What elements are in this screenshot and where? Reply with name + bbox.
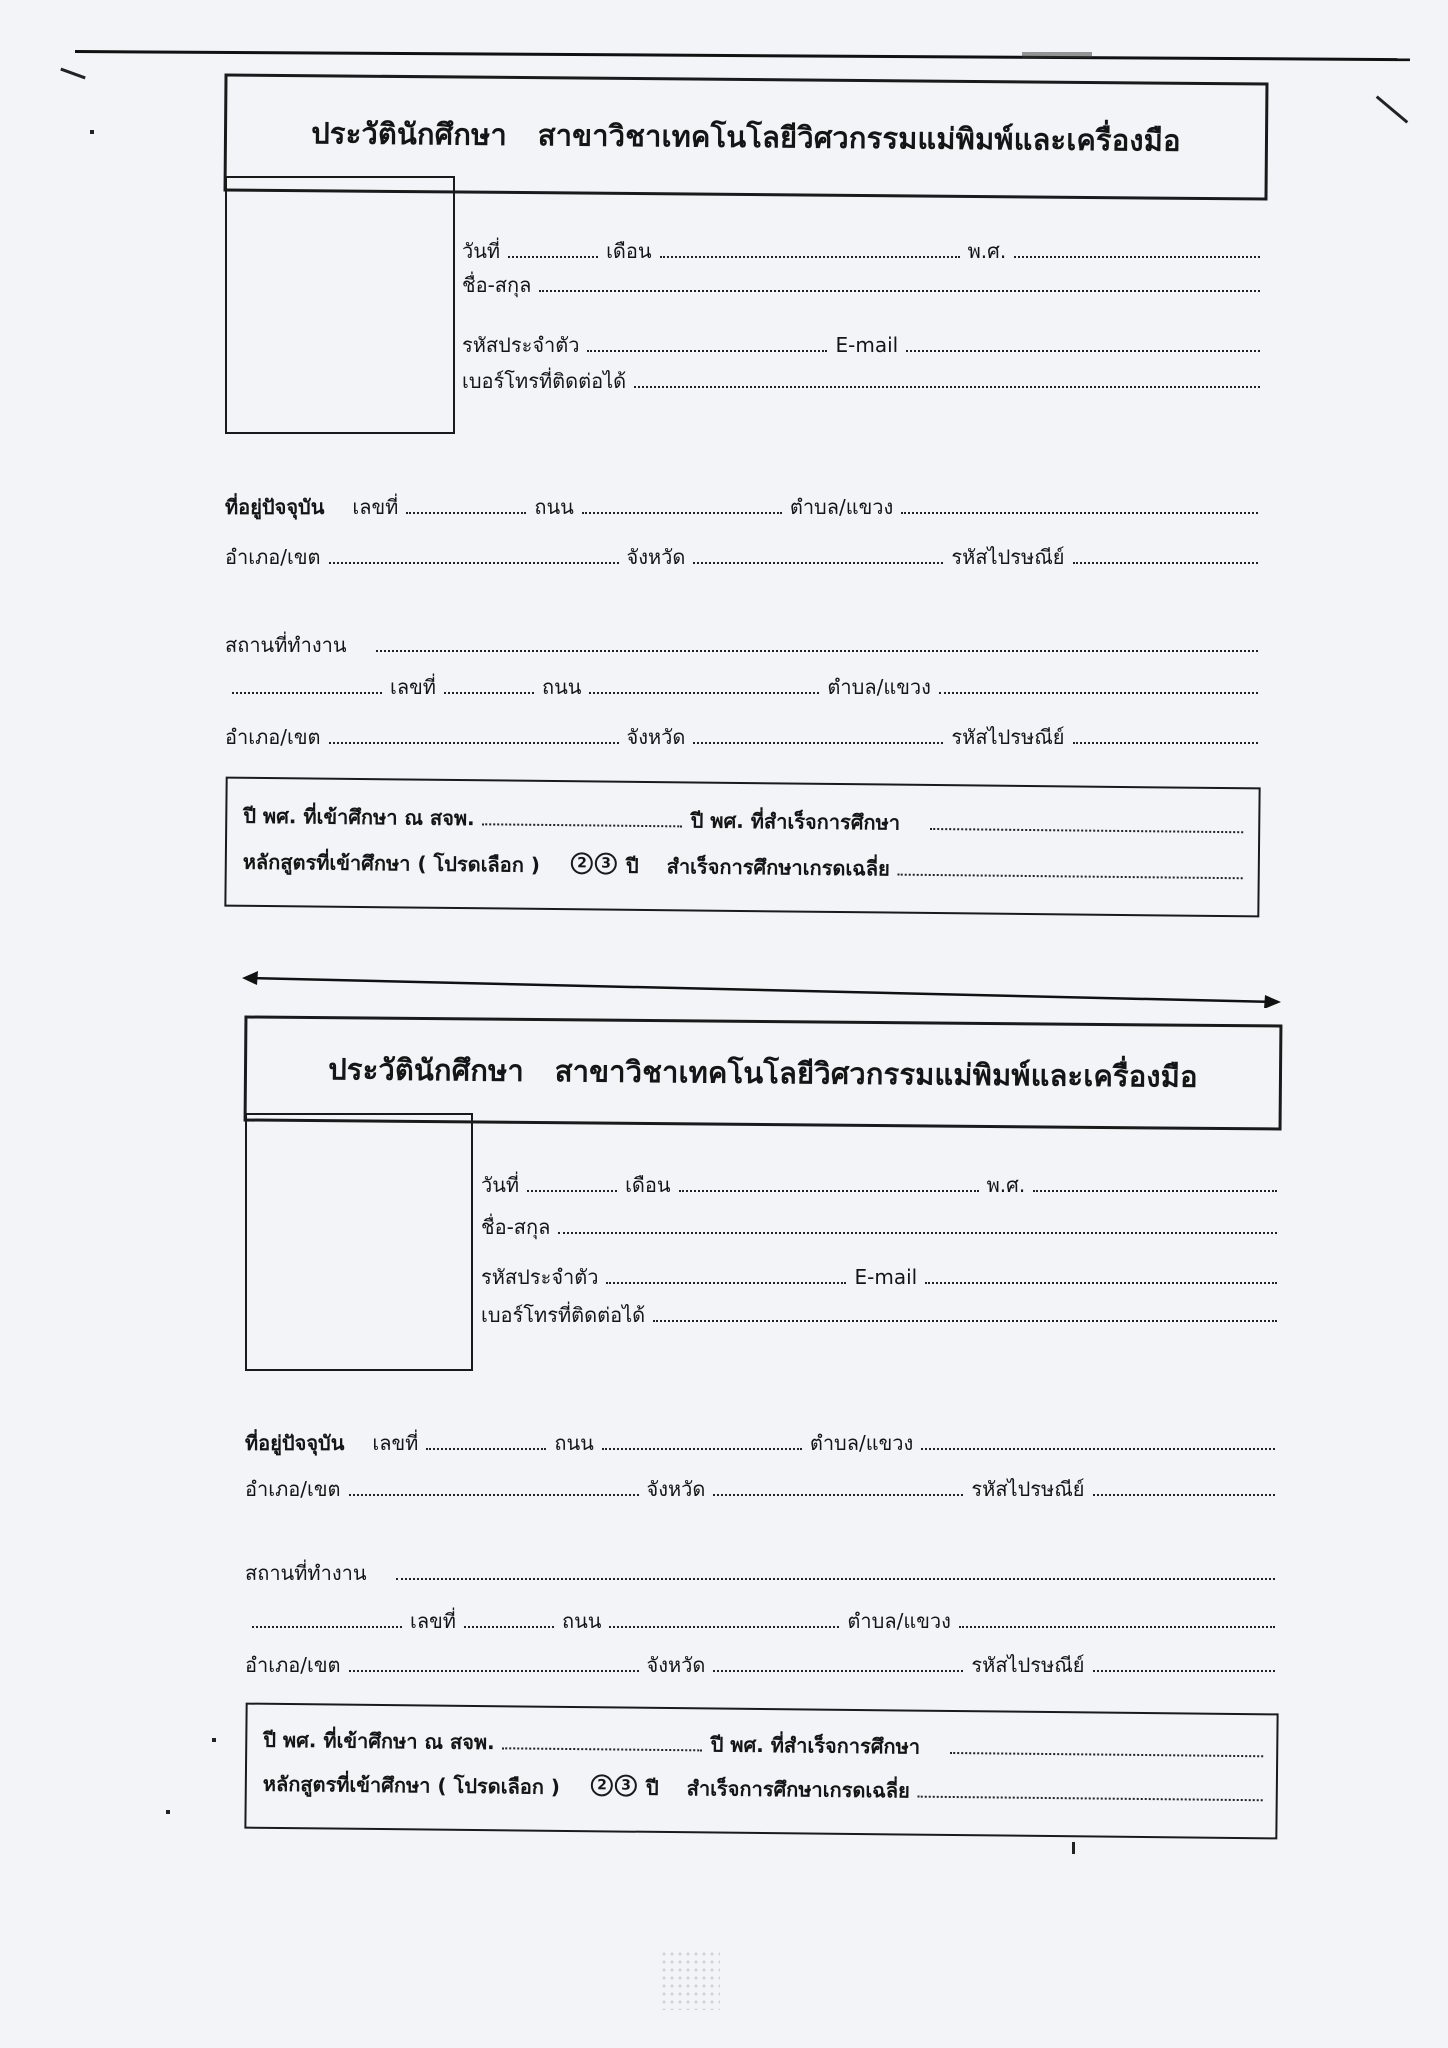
title-department: สาขาวิชาเทคโนโลยีวิศวกรรมแม่พิมพ์และเครื่องมือ (554, 1054, 1198, 1094)
subdistrict-label: ตำบล/แขวง (809, 1431, 914, 1455)
current-address-row (245, 1424, 1275, 1456)
date-field[interactable] (508, 256, 598, 258)
workplace-row (225, 626, 1258, 658)
workplace-district-row (225, 718, 1258, 750)
province-field[interactable] (693, 562, 943, 564)
postcode-label: รหัสไปรษณีย์ (951, 725, 1065, 749)
name-field[interactable] (558, 1232, 1277, 1234)
course-option-3-years[interactable]: 3 (615, 1774, 637, 1796)
province-label: จังหวัด (626, 725, 686, 749)
house-no-label: เลขที่ (410, 1609, 456, 1633)
title-department: สาขาวิชาเทคโนโลยีวิศวกรรมแม่พิมพ์และเครื่องมือ (537, 118, 1181, 158)
district-row (225, 538, 1258, 570)
scan-mark (660, 1950, 720, 2010)
year-field[interactable] (1014, 256, 1260, 258)
phone-row (462, 362, 1260, 394)
name-row (462, 266, 1260, 298)
course-row (263, 1765, 1263, 1807)
road-field[interactable] (602, 1448, 802, 1450)
date-row (481, 1166, 1277, 1198)
postcode-field[interactable] (1073, 562, 1259, 564)
entry-year-field[interactable] (503, 1747, 703, 1751)
name-field[interactable] (539, 290, 1260, 292)
email-label: E-mail (835, 333, 899, 357)
postcode-field[interactable] (1093, 1494, 1276, 1496)
scan-mark (166, 1810, 170, 1814)
entry-year-row (243, 797, 1243, 839)
top-rule (75, 50, 1410, 61)
phone-label: เบอร์โทรที่ติดต่อได้ (462, 369, 627, 393)
phone-row (481, 1296, 1277, 1328)
course-option-2-years[interactable]: 2 (571, 852, 593, 874)
province-label: จังหวัด (646, 1653, 706, 1677)
education-info-box (224, 777, 1260, 918)
id-label: รหัสประจำตัว (481, 1265, 599, 1289)
grad-year-field[interactable] (930, 828, 1243, 833)
workplace-row (245, 1554, 1275, 1586)
subdistrict-label: ตำบล/แขวง (847, 1609, 951, 1633)
postcode-field[interactable] (1093, 1670, 1276, 1672)
road-label: ถนน (561, 1609, 602, 1633)
date-row (462, 232, 1260, 264)
scan-mark (1376, 95, 1409, 123)
district-label: อำเภอ/เขต (245, 1477, 341, 1501)
current-address-label: ที่อยู่ปัจจุบัน (245, 1431, 345, 1455)
title-main: ประวัตินักศึกษา (328, 1052, 525, 1088)
gpa-label: สำเร็จการศึกษาเกรดเฉลี่ย (666, 854, 890, 881)
grad-year-field[interactable] (950, 1752, 1263, 1757)
month-field[interactable] (679, 1190, 979, 1192)
road-label: ถนน (541, 675, 582, 699)
course-unit-label: ปี (645, 1775, 659, 1800)
month-field[interactable] (660, 256, 960, 258)
road-field[interactable] (589, 692, 819, 694)
scan-mark (1022, 52, 1092, 58)
province-label: จังหวัด (626, 545, 686, 569)
course-option-3-years[interactable]: 3 (595, 852, 617, 874)
name-label: ชื่อ-สกุล (462, 273, 532, 297)
workplace-address-row (232, 668, 1258, 700)
postcode-field[interactable] (1073, 742, 1259, 744)
workplace-label: สถานที่ทำงาน (225, 633, 347, 657)
scan-mark (60, 68, 85, 80)
road-label: ถนน (554, 1431, 594, 1455)
house-no-field[interactable] (464, 1626, 554, 1628)
course-option-2-years[interactable]: 2 (591, 1774, 613, 1796)
district-field[interactable] (329, 562, 619, 564)
current-address-row (225, 488, 1258, 520)
house-no-label: เลขที่ (372, 1431, 419, 1455)
entry-year-field[interactable] (483, 823, 683, 827)
cut-line-arrow (240, 962, 1285, 1008)
course-row (243, 843, 1243, 885)
course-unit-label: ปี (625, 853, 639, 878)
district-field[interactable] (329, 742, 619, 744)
month-label: เดือน (625, 1173, 671, 1197)
district-label: อำเภอ/เขต (225, 725, 321, 749)
province-field[interactable] (713, 1670, 963, 1672)
province-field[interactable] (713, 1494, 963, 1496)
subdistrict-field[interactable] (939, 692, 1258, 694)
gpa-label: สำเร็จการศึกษาเกรดเฉลี่ย (686, 1776, 910, 1803)
house-no-field[interactable] (444, 692, 534, 694)
phone-label: เบอร์โทรที่ติดต่อได้ (481, 1303, 646, 1327)
subdistrict-field[interactable] (921, 1448, 1275, 1450)
date-label: วันที่ (481, 1173, 520, 1197)
entry-year-label: ปี พศ. ที่เข้าศึกษา ณ สจพ. (263, 1727, 495, 1755)
email-field[interactable] (906, 350, 1260, 352)
title-main: ประวัตินักศึกษา (311, 116, 508, 152)
name-row (481, 1208, 1277, 1240)
photo-box[interactable] (245, 1113, 473, 1371)
id-row (481, 1258, 1277, 1290)
subdistrict-field[interactable] (901, 512, 1258, 514)
workplace-address-row (252, 1602, 1275, 1634)
id-field[interactable] (606, 1282, 846, 1284)
date-label: วันที่ (462, 239, 501, 263)
id-field[interactable] (587, 350, 827, 352)
year-label: พ.ศ. (986, 1173, 1026, 1197)
entry-year-row (263, 1721, 1263, 1763)
course-label: หลักสูตรที่เข้าศึกษา ( โปรดเลือก ) (262, 1771, 561, 1799)
district-field[interactable] (349, 1670, 639, 1672)
workplace-district-row (245, 1646, 1275, 1678)
road-field[interactable] (582, 512, 782, 514)
postcode-label: รหัสไปรษณีย์ (971, 1477, 1085, 1501)
subdistrict-label: ตำบล/แขวง (827, 675, 931, 699)
district-label: อำเภอ/เขต (225, 545, 321, 569)
house-no-field[interactable] (406, 512, 526, 514)
workplace-field[interactable] (396, 1578, 1275, 1580)
email-label: E-mail (854, 1265, 918, 1289)
photo-box[interactable] (225, 176, 455, 434)
road-field[interactable] (609, 1626, 839, 1628)
phone-field[interactable] (634, 386, 1260, 388)
grad-year-label: ปี พศ. ที่สำเร็จการศึกษา (710, 1732, 921, 1759)
workplace-extra-field[interactable] (232, 692, 382, 694)
month-label: เดือน (606, 239, 652, 263)
scan-mark (1072, 1842, 1075, 1854)
course-label: หลักสูตรที่เข้าศึกษา ( โปรดเลือก ) (242, 849, 541, 877)
road-label: ถนน (534, 495, 574, 519)
province-field[interactable] (693, 742, 943, 744)
year-label: พ.ศ. (967, 239, 1007, 263)
district-row (245, 1470, 1275, 1502)
district-label: อำเภอ/เขต (245, 1653, 341, 1677)
subdistrict-field[interactable] (959, 1626, 1275, 1628)
workplace-extra-field[interactable] (252, 1626, 402, 1628)
province-label: จังหวัด (646, 1477, 706, 1501)
email-field[interactable] (925, 1282, 1277, 1284)
postcode-label: รหัสไปรษณีย์ (951, 545, 1065, 569)
gpa-field[interactable] (898, 874, 1243, 880)
entry-year-label: ปี พศ. ที่เข้าศึกษา ณ สจพ. (243, 803, 475, 831)
current-address-label: ที่อยู่ปัจจุบัน (225, 495, 325, 519)
name-label: ชื่อ-สกุล (481, 1215, 551, 1239)
date-field[interactable] (527, 1190, 617, 1192)
scan-mark (212, 1738, 216, 1742)
workplace-label: สถานที่ทำงาน (245, 1561, 367, 1585)
gpa-field[interactable] (918, 1796, 1263, 1802)
house-no-field[interactable] (426, 1448, 546, 1450)
phone-field[interactable] (653, 1320, 1277, 1322)
id-label: รหัสประจำตัว (462, 333, 580, 357)
year-field[interactable] (1033, 1190, 1277, 1192)
id-row (462, 326, 1260, 358)
education-info-box (244, 1703, 1278, 1840)
house-no-label: เลขที่ (390, 675, 436, 699)
grad-year-label: ปี พศ. ที่สำเร็จการศึกษา (690, 808, 901, 835)
district-field[interactable] (349, 1494, 639, 1496)
scan-mark (90, 130, 94, 134)
workplace-field[interactable] (376, 650, 1258, 652)
postcode-label: รหัสไปรษณีย์ (971, 1653, 1085, 1677)
subdistrict-label: ตำบล/แขวง (789, 495, 894, 519)
house-no-label: เลขที่ (352, 495, 399, 519)
